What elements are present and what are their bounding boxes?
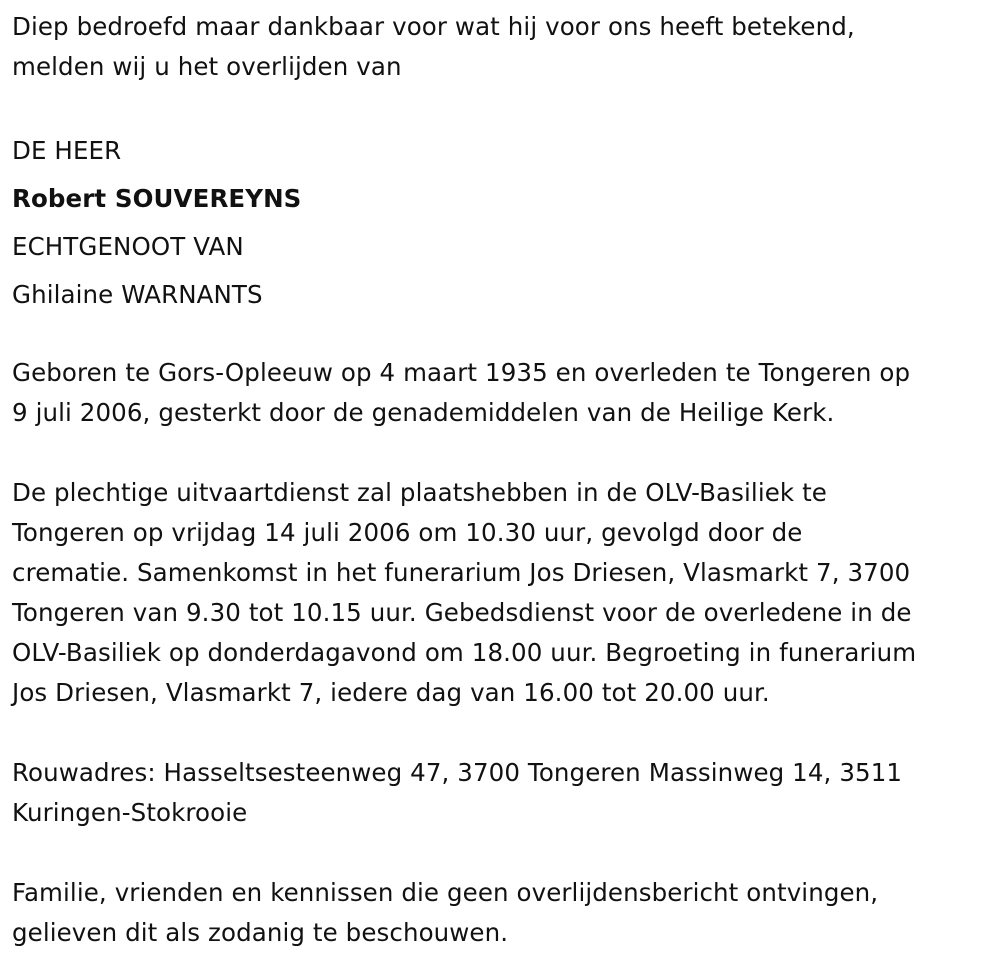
address-line: Kuringen-Stokrooie bbox=[12, 798, 248, 827]
relation-label: ECHTGENOOT VAN bbox=[12, 232, 244, 261]
birth-death-line: Geboren te Gors-Opleeuw op 4 maart 1935 en overleden te Tongeren op bbox=[12, 358, 911, 387]
closing-paragraph bbox=[12, 873, 1000, 953]
service-line: crematie. Samenkomst in het funerarium Jos Driesen, Vlasmarkt 7, 3700 bbox=[12, 558, 911, 587]
closing-line: Familie, vrienden en kennissen die geen overlijdensbericht ontvingen, bbox=[12, 878, 879, 907]
service-paragraph bbox=[12, 473, 1000, 713]
closing-line: gelieven dit als zodanig te beschouwen. bbox=[12, 918, 509, 947]
service-line: De plechtige uitvaartdienst zal plaatshebben in de OLV-Basiliek te bbox=[12, 478, 827, 507]
spacer bbox=[12, 833, 1000, 873]
spacer bbox=[12, 713, 1000, 753]
address-line: Rouwadres: Hasseltsesteenweg 47, 3700 Tongeren Massinweg 14, 3511 bbox=[12, 758, 903, 787]
service-line: Jos Driesen, Vlasmarkt 7, iedere dag van 16.00 tot 20.00 uur. bbox=[12, 678, 770, 707]
intro-paragraph bbox=[12, 7, 1000, 87]
intro-line: Diep bedroefd maar dankbaar voor wat hij voor ons heeft betekend, bbox=[12, 12, 855, 41]
intro-line: melden wij u het overlijden van bbox=[12, 52, 402, 81]
spacer bbox=[12, 319, 1000, 353]
deceased-name: Robert SOUVEREYNS bbox=[12, 184, 302, 213]
birth-death-line: 9 juli 2006, gesterkt door de genademiddelen van de Heilige Kerk. bbox=[12, 398, 835, 427]
spacer bbox=[12, 87, 1000, 127]
deceased-block bbox=[12, 127, 1000, 319]
service-line: Tongeren van 9.30 tot 10.15 uur. Gebedsdienst voor de overledene in de bbox=[12, 598, 912, 627]
address-paragraph bbox=[12, 753, 1000, 833]
birth-death-paragraph bbox=[12, 353, 1000, 433]
spouse-name: Ghilaine WARNANTS bbox=[12, 280, 263, 309]
service-line: Tongeren op vrijdag 14 juli 2006 om 10.30 uur, gevolgd door de bbox=[12, 518, 803, 547]
honorific-title: DE HEER bbox=[12, 136, 122, 165]
spacer bbox=[12, 433, 1000, 473]
service-line: OLV-Basiliek op donderdagavond om 18.00 uur. Begroeting in funerarium bbox=[12, 638, 917, 667]
